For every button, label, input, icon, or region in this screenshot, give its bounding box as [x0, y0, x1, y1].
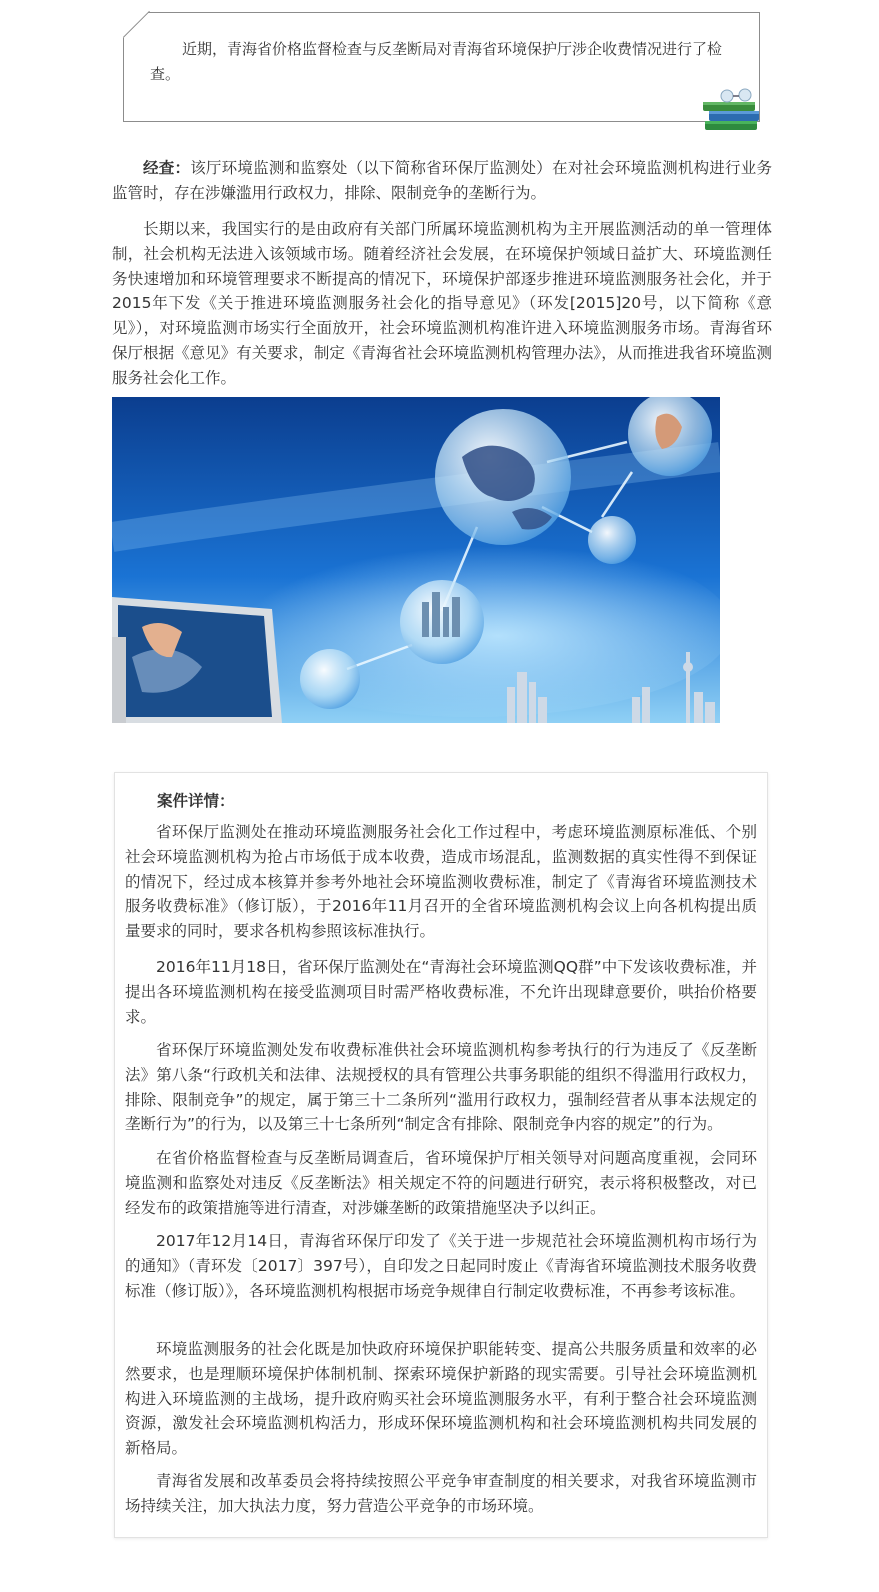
hero-image: [112, 397, 720, 723]
details-paragraph-1: 省环保厅监测处在推动环境监测服务社会化工作过程中，考虑环境监测原标准低、个别社会环境监测机构为抢占市场低于成本收费，造成市场混乱，监测数据的真实性得不到保证的情况下，经过成本核算并参考外地社会环境监测收费标准，制定了《青海省环境监测技术服务收费标准》（修订版），于2016年11月召开的全省环境监测机构会议上向各机构提出质量要求的同时，要求各机构参照该标准执行。: [125, 823, 757, 941]
intro-box: [123, 12, 760, 122]
intro-text: 近期，青海省价格监督检查与反垄断局对青海省环境保护厅涉企收费情况进行了检查。: [150, 40, 723, 83]
laptop: [112, 597, 282, 723]
details-paragraph-7: 青海省发展和改革委员会将持续按照公平竞争审查制度的相关要求，对我省环境监测市场持续关注，加大执法力度，努力营造公平竞争的市场环境。: [125, 1472, 757, 1515]
paragraph-findings: [112, 156, 772, 206]
globe-network-illustration: [112, 397, 720, 723]
corner-fold: [123, 11, 150, 38]
findings-label: 经查：: [143, 159, 191, 177]
details-paragraph-6: 环境监测服务的社会化既是加快政府环境保护职能转变、提高公共服务质量和效率的必然要求，也是理顺环境保护体制机制、探索环境保护新路的现实需要。引导社会环境监测机构进入环境监测的主战场，提升政府购买社会环境监测服务水平，有利于整合社会环境监测资源，激发社会环境监测机构活力，形成环保环境监测机构和社会环境监测机构共同发展的新格局。: [125, 1340, 757, 1458]
case-details-title: 案件详情：: [157, 792, 235, 810]
findings-text: 该厅环境监测和监察处（以下简称省环保厅监测处）在对社会环境监测机构进行业务监管时，存在涉嫌滥用行政权力，排除、限制竞争的垄断行为。: [112, 159, 772, 202]
small-bubble: [588, 516, 636, 564]
details-paragraph-4: 在省价格监督检查与反垄断局调查后，省环境保护厅相关领导对问题高度重视，会同环境监测和监察处对违反《反垄断法》相关规定不符的问题进行研究，表示将积极整改，对已经发布的政策措施等进行清查，对涉嫌垄断的政策措施坚决予以纠正。: [125, 1149, 757, 1217]
city-bubble-small: [300, 649, 360, 709]
city-bubble: [400, 580, 484, 664]
details-paragraph-3: 省环保厅环境监测处发布收费标准供社会环境监测机构参考执行的行为违反了《反垄断法》第八条“行政机关和法律、法规授权的具有管理公共事务职能的组织不得滥用行政权力，排除、限制竞争”的规定，属于第三十二条所列“滥用行政权力，强制经营者从事本法规定的垄断行为”的行为，以及第三十七条所列“制定含有排除、限制竞争内容的规定”的行为。: [125, 1041, 757, 1134]
paragraph-background: 长期以来，我国实行的是由政府有关部门所属环境监测机构为主开展监测活动的单一管理体制，社会机构无法进入该领域市场。随着经济社会发展，在环境保护领域日益扩大、环境监测任务快速增加和环境管理要求不断提高的情况下，环境保护部逐步推进环境监测服务社会化，并于2015年下发《关于推进环境监测服务社会化的指导意见》（环发[2015]20号，以下简称《意见》），对环境监测市场实行全面放开，社会环境监测机构准许进入环境监测服务市场。青海省环保厅根据《意见》有关要求，制定《青海省社会环境监测机构管理办法》，从而推进我省环境监测服务社会化工作。: [112, 220, 772, 387]
details-paragraph-5: 2017年12月14日，青海省环保厅印发了《关于进一步规范社会环境监测机构市场行为的通知》（青环发〔2017〕397号），自印发之日起同时废止《青海省环境监测技术服务收费标准（修订版）》，各环境监测机构根据市场竞争规律自行制定收费标准，不再参考该标准。: [125, 1232, 757, 1300]
case-details-box: [114, 772, 768, 1538]
details-paragraph-2: 2016年11月18日，省环保厅监测处在“青海社会环境监测QQ群”中下发该收费标准，并提出各环境监测机构在接受监测项目时需严格收费标准，不允许出现肆意要价，哄抬价格要求。: [125, 958, 757, 1026]
books-icon: [701, 87, 765, 135]
